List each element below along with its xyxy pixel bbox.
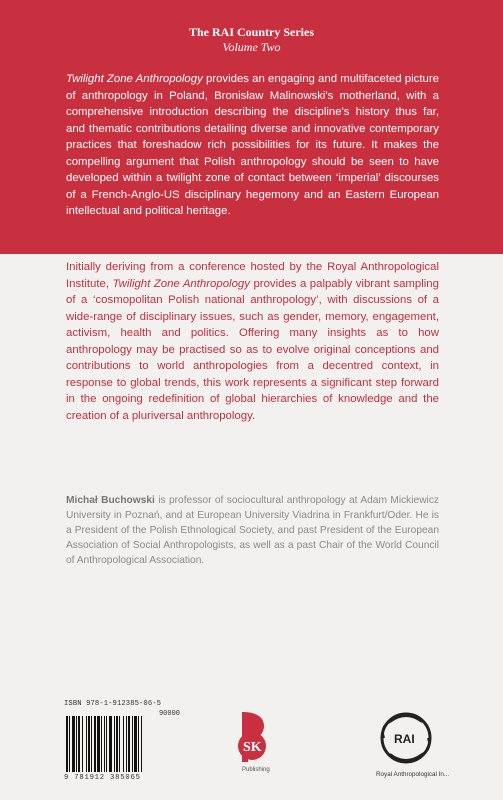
barcode-bar <box>132 716 133 772</box>
barcode-bar <box>76 716 77 772</box>
book-title-italic-2: Twilight Zone Anthropology <box>112 277 250 290</box>
barcode-bar <box>88 716 90 772</box>
barcode-bar <box>141 716 142 772</box>
isbn-text: ISBN 978-1-912385-06-5 <box>64 700 162 708</box>
barcode-bar <box>97 716 100 772</box>
barcode-bar <box>138 716 139 772</box>
price-addon: 90000 <box>158 710 180 718</box>
volume-number: Volume Two <box>222 40 281 54</box>
blurb-paragraph-2 <box>66 259 439 424</box>
blurb-p2-text-b: provides a palpably vibrant sampling of a ‘cosmopolitan Polish national anthropology’, with discussions of a wide-range of disciplinary issues, such as gender, memory, engagement, activism, health and politics. Offering many insights as to how anthropology may be practised so as to evolve original conceptions and contributions to world anthropologies from a decentred context, in response to global trends, this work represents a significant step forward in the ongoing redefinition of global hierarchies of knowledge and the creation of a pluriversal anthropology. <box>66 277 439 422</box>
barcode-bar <box>116 716 118 772</box>
rai-label: Royal Anthropological In... <box>376 771 450 778</box>
barcode-bar <box>86 716 87 772</box>
psk-logo-icon <box>232 708 272 766</box>
barcode-bar <box>114 716 115 772</box>
barcode-bar <box>101 716 102 772</box>
isbn-barcode <box>64 700 180 786</box>
barcode-bar <box>119 716 120 772</box>
barcode-bar <box>69 716 70 772</box>
author-bio-text: is professor of sociocultural anthropology at Adam Mickiewicz University in Poznań, and at European University Viadrina in Frankfurt/Oder. He is a President of the Polish Ethnological Society, and past President of the European Association of Social Anthropologists, as well as a past Chair of the World Council of Anthropological Association. <box>66 495 440 566</box>
blurb-paragraph-1 <box>66 71 439 220</box>
barcode-bars <box>64 716 180 774</box>
barcode-bar <box>104 716 105 772</box>
barcode-digits: 9 781912 385065 <box>64 774 141 782</box>
red-band <box>0 0 503 254</box>
publisher-label: Publishing <box>242 767 270 773</box>
barcode-bar <box>66 716 68 772</box>
rai-logo <box>376 708 486 788</box>
series-title: The RAI Country Series <box>189 25 314 39</box>
barcode-bar <box>94 716 96 772</box>
barcode-bar <box>109 716 112 772</box>
book-title-italic: Twilight Zone Anthropology <box>66 73 203 85</box>
blurb-p2-text-a: Initially deriving from a conference hosted by the Royal Anthropological Institute, <box>66 261 439 290</box>
barcode-bar <box>91 716 92 772</box>
author-name: Michał Buchowski <box>66 495 155 506</box>
barcode-bar <box>134 716 137 772</box>
barcode-bar <box>82 716 83 772</box>
psk-logo-text: SK <box>243 740 262 755</box>
psk-publishing-logo <box>232 708 272 773</box>
blurb-p1-text: provides an engaging and multifaceted picture of anthropology in Poland, Bronisław Malinowski's motherland, with a comprehensive introduction describing the discipline's history thus far, and thematic contributions detailing diverse and innovative contemporary practices that foreshadow rich possibilities for its future. It makes the compelling argument that Polish anthropology should be seen to have developed within a twilight zone of contact between ‘imperial’ discourses of a French-Anglo-US disciplinary hegemony and an Eastern European intellectual and political heritage. <box>66 73 439 217</box>
barcode-bar <box>72 716 75 772</box>
barcode-bar <box>123 716 124 772</box>
barcode-bar <box>106 716 107 772</box>
author-bio <box>66 493 439 568</box>
rai-emblem-icon <box>376 708 436 768</box>
rai-emblem-text: RAI <box>394 732 415 746</box>
barcode-bar <box>128 716 130 772</box>
barcode-bar <box>126 716 127 772</box>
barcode-bar <box>78 716 80 772</box>
